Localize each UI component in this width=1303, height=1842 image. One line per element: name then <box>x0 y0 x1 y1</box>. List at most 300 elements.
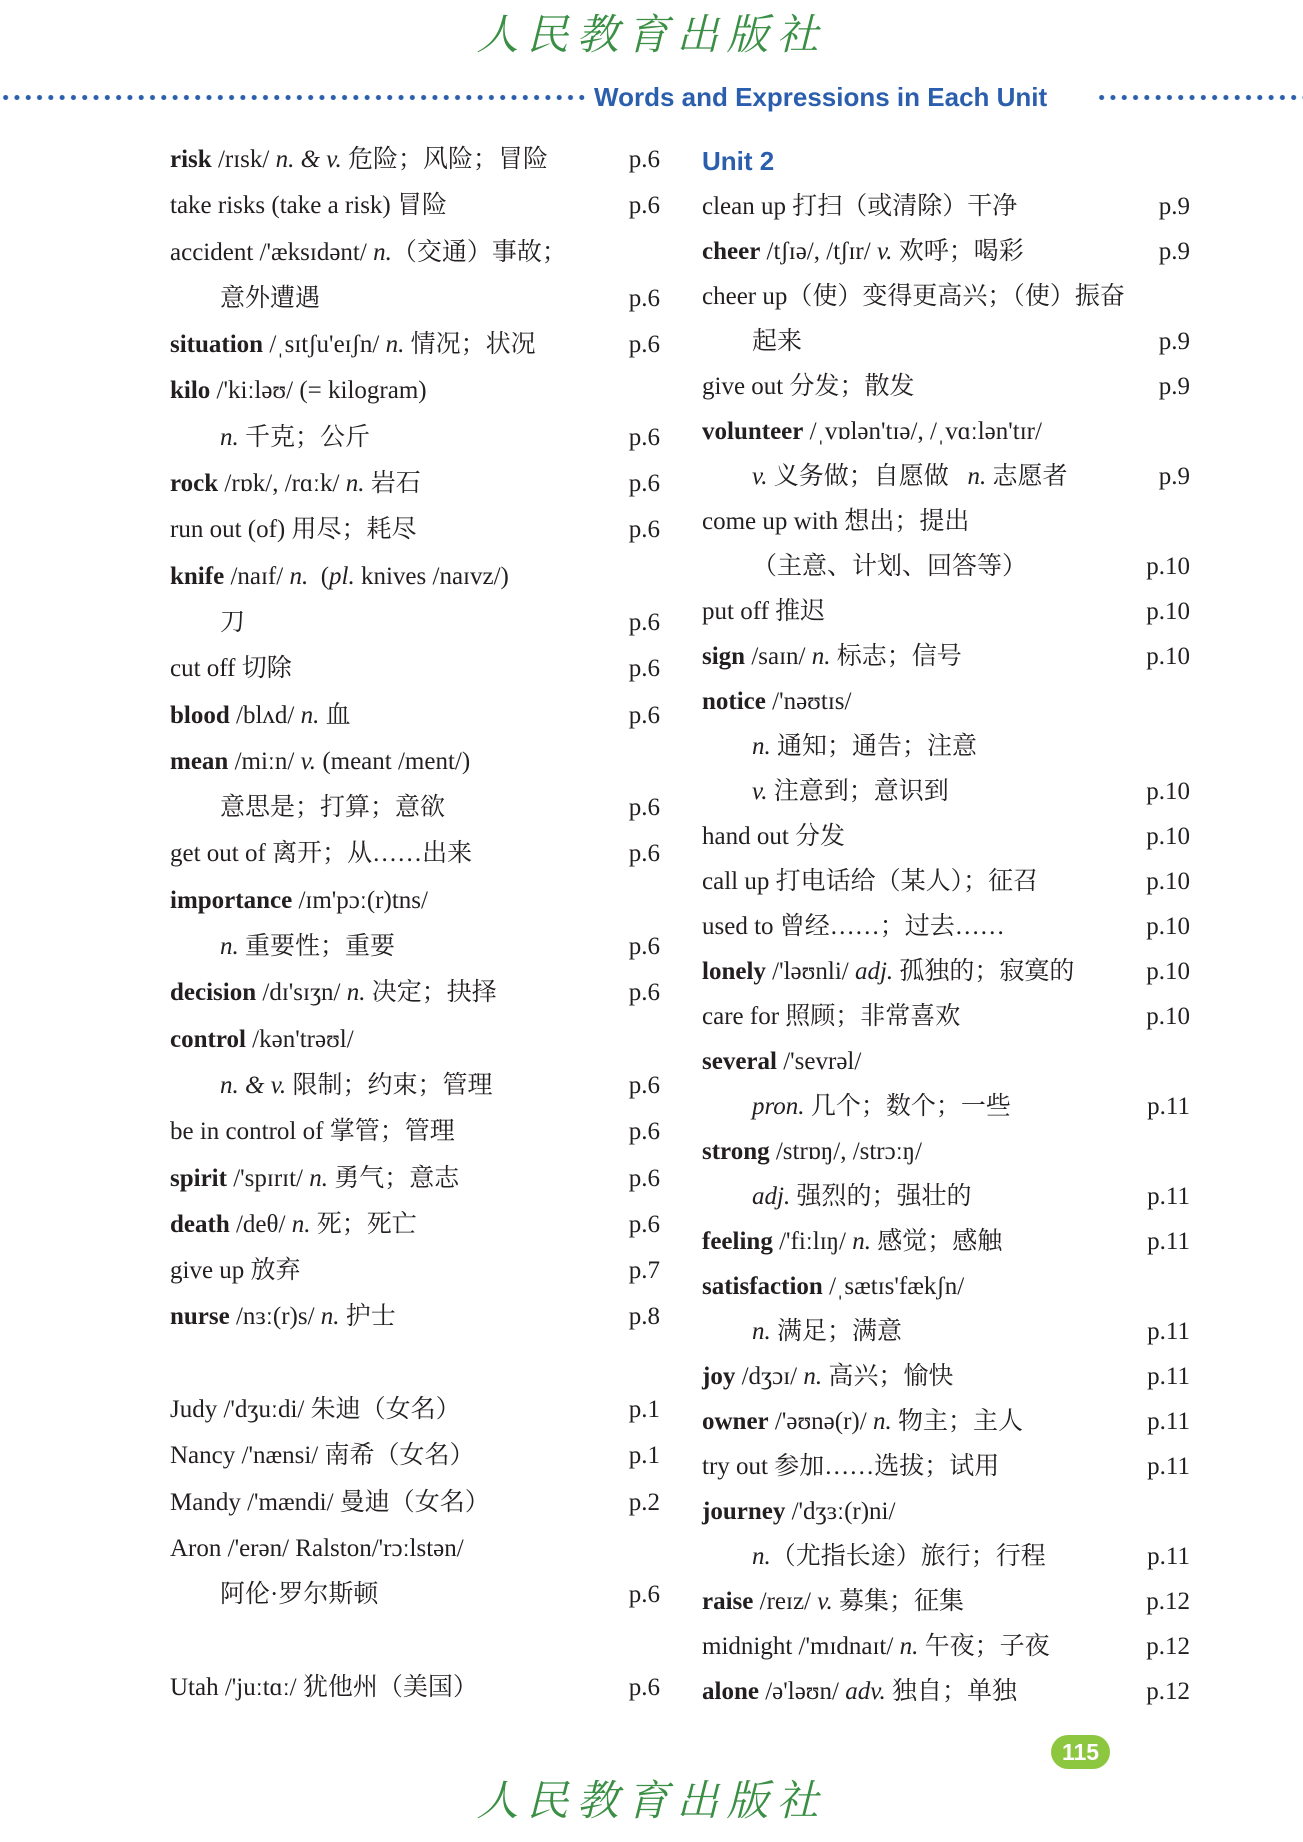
headword: importance <box>170 886 293 914</box>
entry-line <box>170 1156 660 1202</box>
headword: kilo <box>170 377 211 405</box>
entry-text <box>170 1489 490 1516</box>
part-of-speech: n. <box>309 1164 328 1192</box>
phonetic-transcription: /'mɪdnaɪt/ <box>792 1633 900 1660</box>
chinese-meaning: 离开；从……出来 <box>265 840 473 868</box>
entry-text <box>702 1228 1002 1255</box>
entry-text <box>702 1273 964 1300</box>
headword: strong <box>702 1138 770 1165</box>
entry-line <box>170 1248 660 1294</box>
entry-text <box>702 913 1005 940</box>
phonetic-transcription: /strɒŋ/, /strɔːŋ/ <box>769 1138 922 1165</box>
headword: several <box>702 1048 777 1075</box>
chinese-meaning: 起来 <box>752 328 803 355</box>
chinese-meaning: 危险；风险；冒险 <box>341 146 549 173</box>
phonetic-transcription: /ɪm'pɔː(r)tns/ <box>292 886 428 914</box>
entry-line <box>170 507 660 553</box>
entry-line <box>170 1526 660 1572</box>
entry-line <box>170 1109 660 1155</box>
headword: feeling <box>702 1228 773 1255</box>
chinese-meaning: 义务做；自愿做 <box>767 463 968 490</box>
entry-line <box>702 499 1190 544</box>
phonetic-transcription: /ə'ləʊn/ <box>758 1678 846 1705</box>
page-reference: p.10 <box>1146 1003 1190 1030</box>
entry-line <box>170 878 660 924</box>
entry-continuation-line <box>170 1572 660 1618</box>
entry-continuation-line <box>702 1309 1190 1354</box>
page-reference: p.11 <box>1147 1318 1190 1345</box>
page-reference: p.6 <box>628 933 660 961</box>
entry-line <box>170 183 660 229</box>
phonetic-transcription: /tʃɪə/, /tʃɪr/ <box>760 238 877 265</box>
part-of-speech: n. <box>752 733 771 760</box>
unit-heading: Unit 2 <box>702 146 775 176</box>
entry-line <box>170 322 660 368</box>
part-of-speech: adj. <box>854 958 894 985</box>
page-reference: p.10 <box>1146 643 1190 670</box>
part-of-speech: n. & v. <box>275 146 342 173</box>
phrase-headword: cheer up <box>702 283 788 310</box>
phonetic-transcription: /'erən/ Ralston/'rɔːlstən/ <box>221 1534 464 1562</box>
entry-text <box>702 688 851 715</box>
page-reference: p.6 <box>628 1210 660 1238</box>
vocabulary-column-right <box>702 139 1190 1714</box>
chinese-meaning: 推迟 <box>768 598 826 625</box>
part-of-speech: n. & v. <box>220 1071 287 1099</box>
page-reference: p.10 <box>1146 958 1190 985</box>
phonetic-transcription: /'spɪrɪt/ <box>226 1164 310 1192</box>
chinese-meaning: 用尽；耗尽 <box>285 516 417 544</box>
entry-text <box>702 958 1074 985</box>
page-reference: p.11 <box>1147 1363 1190 1390</box>
entry-line <box>170 461 660 507</box>
entry-line <box>170 1480 660 1526</box>
entry-continuation-line <box>170 600 660 646</box>
part-of-speech: adv. <box>845 1678 886 1705</box>
entry-text <box>752 553 1027 580</box>
chinese-meaning: （交通）事故； <box>391 238 567 266</box>
phonetic-transcription: /ˌvɒlən'tɪə/, /ˌvɑːlən'tɪr/ <box>803 418 1042 445</box>
entry-text <box>170 1211 417 1238</box>
page-reference: p.2 <box>628 1488 660 1516</box>
headword: alone <box>702 1678 759 1705</box>
entry-text <box>220 933 395 960</box>
entry-line <box>170 1202 660 1248</box>
entry-text <box>170 748 470 775</box>
page-reference: p.9 <box>1158 238 1190 265</box>
page-reference: p.10 <box>1146 598 1190 625</box>
phrase-headword: Judy <box>170 1396 218 1424</box>
phrase-headword: Aron <box>170 1534 222 1562</box>
entry-text <box>170 1535 464 1562</box>
entry-text <box>702 1003 960 1030</box>
phonetic-transcription: /'fiːlɪŋ/ <box>772 1228 853 1255</box>
chinese-meaning: 放弃 <box>244 1257 301 1285</box>
entry-line <box>702 409 1190 454</box>
page-reference: p.6 <box>628 1118 660 1146</box>
entry-line <box>702 229 1190 274</box>
phrase-headword: try out <box>702 1453 768 1480</box>
entry-line <box>702 364 1190 409</box>
phrase-headword: used to <box>702 913 774 940</box>
page-reference: p.10 <box>1146 823 1190 850</box>
entry-continuation-line <box>170 415 660 461</box>
entry-text <box>170 1396 461 1423</box>
phonetic-transcription: /dɪ'sɪʒn/ <box>256 979 347 1007</box>
chinese-meaning: 血 <box>319 701 351 729</box>
entry-line <box>170 1017 660 1063</box>
phonetic-transcription: /blʌd/ <box>229 701 301 729</box>
phonetic-transcription: /nɜː(r)s/ <box>229 1303 321 1331</box>
chinese-meaning: 限制；约束；管理 <box>286 1071 493 1099</box>
entry-continuation-line <box>170 785 660 831</box>
phrase-headword: clean up <box>702 193 786 220</box>
phrase-headword: accident <box>170 238 254 266</box>
chinese-meaning: 感觉；感触 <box>870 1228 1003 1255</box>
chinese-meaning: 意思是；打算；意欲 <box>220 794 446 822</box>
headword: cheer <box>702 238 761 265</box>
phonetic-transcription: /'ləʊnli/ <box>765 958 855 985</box>
part-of-speech: n. <box>803 1363 823 1390</box>
headword: joy <box>702 1363 736 1390</box>
page-reference: p.6 <box>628 655 660 683</box>
entry-line <box>702 1264 1190 1309</box>
page-reference: p.9 <box>1158 373 1190 400</box>
page-reference: p.6 <box>628 470 660 498</box>
entry-continuation-line <box>702 544 1190 589</box>
phonetic-transcription: /miːn/ <box>228 747 301 775</box>
chinese-meaning: 岩石 <box>364 470 421 498</box>
chinese-meaning: 犹他州（美国） <box>302 1673 478 1701</box>
phonetic-transcription: /kən'trəʊl/ <box>245 1025 354 1053</box>
phrase-headword: give up <box>170 1257 245 1285</box>
part-of-speech: n. <box>291 1210 311 1238</box>
entry-text <box>170 1165 459 1192</box>
page-reference: p.6 <box>628 423 660 451</box>
entry-line <box>170 554 660 600</box>
page-reference: p.6 <box>628 979 660 1007</box>
chinese-meaning: 决定；抉择 <box>365 979 497 1007</box>
part-of-speech: v. <box>300 747 317 775</box>
entry-text <box>170 192 447 219</box>
entry-text <box>752 1543 1046 1570</box>
page-reference: p.6 <box>628 1071 660 1099</box>
chinese-meaning: （主意、计划、回答等） <box>752 553 1028 580</box>
part-of-speech: n. <box>300 701 320 729</box>
entry-text <box>702 868 1038 895</box>
phonetic-transcription: /saɪn/ <box>745 643 812 670</box>
entry-line <box>702 1354 1190 1399</box>
entry-text <box>752 733 977 760</box>
blank-line <box>170 1619 660 1665</box>
entry-line <box>702 1219 1190 1264</box>
page-reference: p.11 <box>1147 1228 1190 1255</box>
chinese-meaning: 死；死亡 <box>310 1210 417 1238</box>
headword: volunteer <box>702 418 804 445</box>
entry-text <box>752 1318 902 1345</box>
headword: blood <box>170 701 230 729</box>
phonetic-transcription: /naɪf/ <box>224 562 290 590</box>
entry-text <box>702 238 1024 265</box>
phonetic-transcription: /rɪsk/ <box>211 146 276 173</box>
publisher-logo-header: 人民教育出版社 <box>476 10 827 59</box>
part-of-speech: v. <box>876 238 893 265</box>
phonetic-transcription: (meant /ment/) <box>316 747 471 775</box>
part-of-speech: adj. <box>752 1183 791 1210</box>
page-reference: p.7 <box>628 1257 660 1285</box>
blank-line <box>170 1341 660 1387</box>
entry-continuation-line <box>170 924 660 970</box>
entry-text <box>702 508 969 535</box>
publisher-logo-footer: 人民教育出版社 <box>476 1776 827 1825</box>
entry-text <box>170 563 509 590</box>
page-reference: p.10 <box>1146 913 1190 940</box>
phrase-headword: care for <box>702 1003 780 1030</box>
headword: knife <box>170 562 225 590</box>
chinese-meaning: 孤独的；寂寞的 <box>893 958 1075 985</box>
entry-line <box>702 634 1190 679</box>
headword: decision <box>170 979 257 1007</box>
part-of-speech: n. <box>852 1228 871 1255</box>
entry-text <box>220 424 370 451</box>
chinese-meaning: 几个；数个；一些 <box>804 1093 1011 1120</box>
entry-line <box>702 1444 1190 1489</box>
part-of-speech: v. <box>752 463 768 490</box>
phrase-headword: call up <box>702 868 770 895</box>
chinese-meaning: 满足；满意 <box>770 1318 903 1345</box>
headword: spirit <box>170 1164 227 1192</box>
entry-continuation-line <box>702 1534 1190 1579</box>
entry-text <box>702 1363 953 1390</box>
chinese-meaning: 意外遭遇 <box>220 284 321 312</box>
headword: mean <box>170 747 229 775</box>
headword: journey <box>702 1498 786 1525</box>
page-reference: p.6 <box>628 794 660 822</box>
entry-continuation-line <box>702 319 1190 364</box>
part-of-speech: pl. <box>329 562 355 590</box>
entry-text <box>170 1442 475 1469</box>
entry-continuation-line <box>702 724 1190 769</box>
headword: owner <box>702 1408 769 1435</box>
chinese-meaning: 朱迪（女名） <box>310 1396 461 1424</box>
phrase-headword: take risks (take a risk) <box>170 192 391 220</box>
phonetic-transcription: /'nænsi/ <box>235 1442 325 1470</box>
entry-line <box>702 1399 1190 1444</box>
entry-line <box>702 589 1190 634</box>
entry-text <box>702 1138 922 1165</box>
page-reference: p.12 <box>1146 1678 1190 1705</box>
chinese-meaning: 曼迪（女名） <box>339 1488 490 1516</box>
part-of-speech: n. <box>220 423 239 451</box>
part-of-speech: n. <box>289 562 309 590</box>
chinese-meaning: 参加……选拔；试用 <box>767 1453 1000 1480</box>
chinese-meaning: 通知；通告；注意 <box>770 733 978 760</box>
phrase-headword: come up with <box>702 508 839 535</box>
entry-text <box>702 1633 1050 1660</box>
entry-line <box>170 230 660 276</box>
phonetic-transcription: /'æksɪdənt/ <box>253 238 374 266</box>
chinese-meaning: 高兴；愉快 <box>822 1363 954 1390</box>
entry-text <box>170 979 497 1006</box>
page-reference: p.11 <box>1147 1093 1190 1120</box>
part-of-speech: v. <box>752 778 768 805</box>
phonetic-transcription: /'kiːləʊ/ (= kilogram) <box>210 377 427 405</box>
entry-line <box>702 679 1190 724</box>
phonetic-transcription: knives /naɪvz/) <box>354 562 509 590</box>
entry-line <box>170 831 660 877</box>
entry-line <box>170 368 660 414</box>
phrase-headword: Mandy <box>170 1488 241 1516</box>
page-reference: p.8 <box>628 1303 660 1331</box>
entry-line <box>702 904 1190 949</box>
entry-line <box>702 1624 1190 1669</box>
chinese-meaning: 情况；状况 <box>404 331 536 359</box>
part-of-speech: pron. <box>752 1093 805 1120</box>
entry-text <box>170 146 548 173</box>
chinese-meaning: 欢呼；喝彩 <box>892 238 1024 265</box>
page-reference: p.6 <box>628 331 660 359</box>
part-of-speech: n. <box>320 1303 340 1331</box>
entry-text <box>702 598 825 625</box>
part-of-speech: n. <box>752 1318 771 1345</box>
part-of-speech: v. <box>817 1588 833 1615</box>
entry-text <box>170 1118 455 1145</box>
entry-text <box>170 655 292 682</box>
phonetic-transcription: /ˌsɪtʃu'eɪʃn/ <box>263 331 386 359</box>
phrase-headword: midnight <box>702 1633 793 1660</box>
entry-text <box>702 283 1125 310</box>
chinese-meaning: 切除 <box>235 655 292 683</box>
chinese-meaning: 曾经……；过去…… <box>773 913 1005 940</box>
page-reference: p.11 <box>1147 1408 1190 1435</box>
phrase-headword: put off <box>702 598 769 625</box>
entry-text <box>220 1581 378 1608</box>
chinese-meaning: 护士 <box>339 1303 396 1331</box>
chinese-meaning: 志愿者 <box>986 463 1068 490</box>
entry-text <box>752 778 949 805</box>
chinese-meaning: 分发 <box>788 823 846 850</box>
chinese-meaning: 想出；提出 <box>838 508 970 535</box>
entry-line <box>702 859 1190 904</box>
page-reference: p.6 <box>628 284 660 312</box>
page-reference: p.6 <box>628 701 660 729</box>
page-reference: p.1 <box>628 1442 660 1470</box>
page-reference: p.9 <box>1158 193 1190 220</box>
entry-continuation-line <box>702 1174 1190 1219</box>
entry-text <box>702 1588 964 1615</box>
chinese-meaning: （使）变得更高兴；（使）振奋 <box>787 283 1125 310</box>
entry-text <box>752 1183 971 1210</box>
chinese-meaning: 千克；公斤 <box>238 423 371 451</box>
entry-text <box>170 887 428 914</box>
phrase-headword: hand out <box>702 823 789 850</box>
phrase-headword: Nancy <box>170 1442 236 1470</box>
entry-text <box>170 377 427 404</box>
entry-text <box>170 239 567 266</box>
entry-line <box>170 1433 660 1479</box>
entry-line <box>702 1579 1190 1624</box>
entry-line <box>702 184 1190 229</box>
entry-line <box>170 693 660 739</box>
entry-line <box>170 1387 660 1433</box>
page-number-badge: 115 <box>1051 1735 1110 1769</box>
entry-line <box>702 1489 1190 1534</box>
phonetic-transcription: /'dʒuːdi/ <box>217 1396 311 1424</box>
phonetic-transcription: /'əʊnə(r)/ <box>768 1408 873 1435</box>
chinese-meaning: 冒险 <box>390 192 448 220</box>
entry-text <box>220 794 445 821</box>
headword: situation <box>170 331 264 359</box>
headword: lonely <box>702 958 766 985</box>
entry-text <box>170 702 351 729</box>
part-of-speech: n. <box>872 1408 892 1435</box>
phonetic-transcription: /'sevrəl/ <box>776 1048 862 1075</box>
phonetic-transcription: /reɪz/ <box>753 1588 818 1615</box>
dotted-rule-left <box>0 94 588 101</box>
chinese-meaning: 注意到；意识到 <box>767 778 949 805</box>
page-reference: p.10 <box>1146 778 1190 805</box>
part-of-speech: n. <box>373 238 392 266</box>
part-of-speech: n. <box>220 933 239 961</box>
entry-line <box>170 1665 660 1711</box>
entry-line <box>702 274 1190 319</box>
chinese-meaning: 标志；信号 <box>830 643 962 670</box>
part-of-speech: n. <box>345 470 365 498</box>
page-reference: p.6 <box>628 1164 660 1192</box>
phonetic-transcription: /dʒɔɪ/ <box>735 1363 804 1390</box>
phonetic-transcription: /ˌsætɪs'fækʃn/ <box>822 1273 965 1300</box>
phrase-headword: run out (of) <box>170 516 286 544</box>
entry-text <box>702 1678 1017 1705</box>
page-reference: p.6 <box>628 146 660 173</box>
entry-text <box>170 1026 354 1053</box>
phrase-headword: give out <box>702 373 784 400</box>
entry-continuation-line <box>170 276 660 322</box>
entry-line <box>702 994 1190 1039</box>
section-title: Words and Expressions in Each Unit <box>594 82 1048 112</box>
part-of-speech: n. <box>752 1543 771 1570</box>
entry-text <box>702 1408 1023 1435</box>
chinese-meaning: 重要性；重要 <box>238 933 396 961</box>
part-of-speech: n. <box>385 331 405 359</box>
page-reference: p.11 <box>1147 1183 1190 1210</box>
phrase-headword: get out of <box>170 840 266 868</box>
part-of-speech: n. <box>899 1633 919 1660</box>
part-of-speech: n. <box>967 463 987 490</box>
phrase-headword: be in control of <box>170 1118 324 1146</box>
headword: notice <box>702 688 766 715</box>
entry-text <box>702 643 962 670</box>
phonetic-transcription: /'nəʊtɪs/ <box>765 688 852 715</box>
phrase-headword: Utah <box>170 1673 219 1701</box>
headword: control <box>170 1025 246 1053</box>
entry-text <box>702 418 1042 445</box>
chinese-meaning: （尤指长途）旅行；行程 <box>770 1543 1046 1570</box>
entry-text <box>702 1453 999 1480</box>
phonetic-transcription: ( <box>308 562 330 590</box>
chinese-meaning: 募集；征集 <box>832 1588 964 1615</box>
entry-text <box>702 1498 895 1525</box>
chinese-meaning: 刀 <box>220 608 246 636</box>
chinese-meaning: 南希（女名） <box>324 1442 475 1470</box>
entry-line <box>702 814 1190 859</box>
entry-text <box>170 516 417 543</box>
page-reference: p.6 <box>628 608 660 636</box>
entry-text <box>702 1048 861 1075</box>
page-reference: p.6 <box>628 840 660 868</box>
entry-line <box>170 1294 660 1340</box>
phonetic-transcription: /'juːtɑː/ <box>218 1673 303 1701</box>
